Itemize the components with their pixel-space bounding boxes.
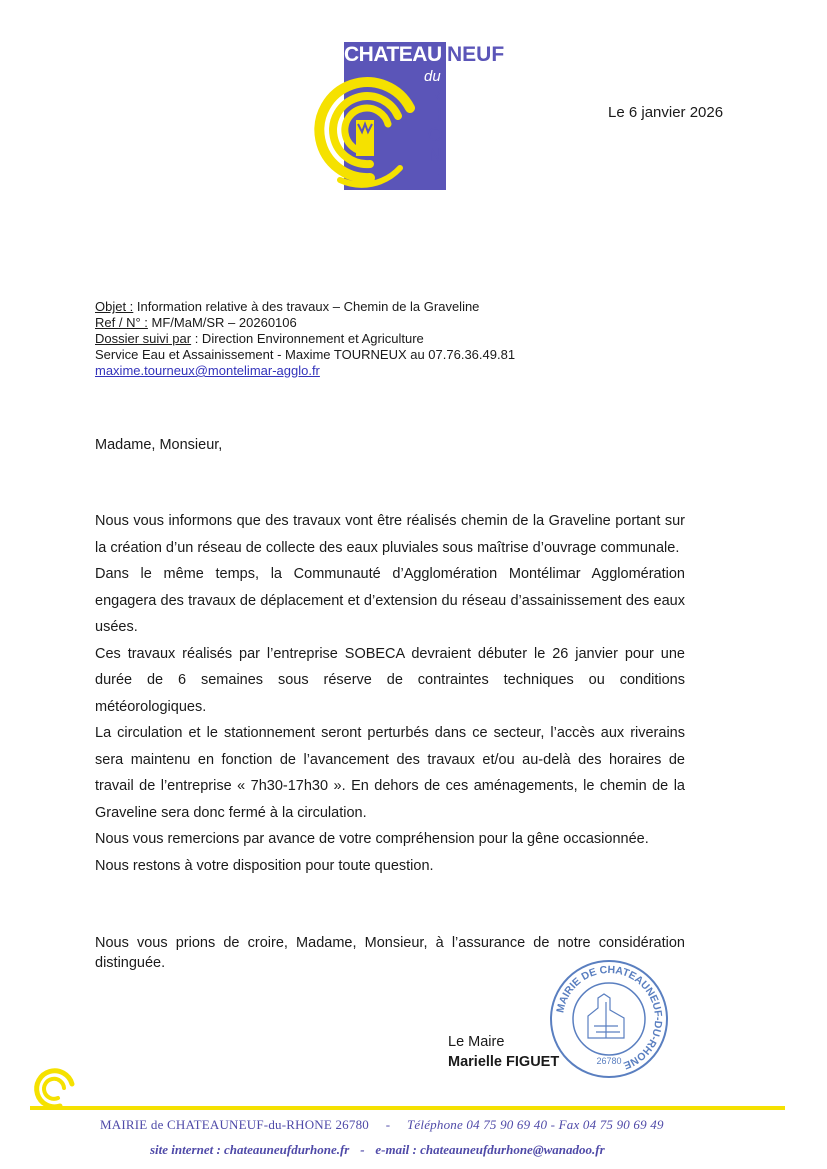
objet-label: Objet : <box>95 299 134 314</box>
signature-name: Marielle FIGUET <box>448 1054 560 1070</box>
paragraph: Nous vous informons que des travaux vont être réalisés chemin de la Graveline portant sur la création d’un réseau de collecte des eaux pluviales sous maîtrise d’ouvrage communale. <box>95 513 685 556</box>
paragraph: Nous vous remercions par avance de votre compréhension pour la gêne occasionnée. <box>95 831 649 847</box>
salutation: Madame, Monsieur, <box>95 437 223 453</box>
ref-text: MF/MaM/SR – 20260106 <box>147 315 297 330</box>
footer-divider <box>30 1106 785 1110</box>
logo-letter-h: H <box>428 105 442 126</box>
stamp-postcode: 26780 <box>596 1056 622 1066</box>
footer-address-line <box>100 1117 664 1133</box>
paragraph: La circulation et le stationnement seront perturbés dans ce secteur, l’accès aux riverains sera maintenu en fonction de l’avancement des travaux et/ou au-delà des horaires de travail de l’entreprise « 7h30-17h30 ». En dehors de ces aménagements, le chemin de la Graveline sera donc fermé à la circulation. <box>95 725 685 821</box>
objet-line <box>95 299 515 315</box>
paragraph: Nous restons à votre disposition pour toute question. <box>95 857 434 874</box>
footer-mairie: MAIRIE de CHATEAUNEUF-du-RHONE 26780 <box>100 1117 369 1132</box>
letter-date: Le 6 janvier 2026 <box>608 104 724 121</box>
ref-line <box>95 315 515 331</box>
letter-body <box>95 508 685 879</box>
logo-letter-o: O <box>428 125 443 146</box>
closing-formula: Nous vous prions de croire, Madame, Monsieur, à l’assurance de notre considération distinguée. <box>95 935 685 971</box>
footer-email[interactable]: e-mail : chateauneufdurhone@wanadoo.fr <box>375 1142 605 1157</box>
signature-role: Le Maire <box>448 1034 505 1050</box>
contact-email-link[interactable]: maxime.tourneux@montelimar-agglo.fr <box>95 363 320 378</box>
logo-letter-n: N <box>428 145 442 166</box>
service-line: Service Eau et Assainissement - Maxime TOURNEUX au 07.76.36.49.81 <box>95 347 516 362</box>
footer-web-line <box>150 1142 605 1158</box>
footer-separator: - <box>385 1117 391 1132</box>
footer-separator: - <box>360 1142 365 1157</box>
footer-site[interactable]: site internet : chateauneufdurhone.fr <box>150 1142 350 1157</box>
logo-letter-r: R <box>428 85 442 106</box>
paragraph: Ces travaux réalisés par l’entreprise SOBECA devraient débuter le 26 janvier pour une durée de 6 semaines sous réserve de contraintes techniques ou conditions météorologiques. <box>95 645 685 715</box>
municipal-logo <box>300 40 520 190</box>
logo-sun-swirl <box>300 68 430 193</box>
reference-block <box>95 299 515 379</box>
dossier-line <box>95 331 515 347</box>
paragraph: Dans le même temps, la Communauté d’Agglomération Montélimar Agglomération engagera des travaux de déplacement et d’extension du réseau d’assainissement des eaux usées. <box>95 566 685 635</box>
footer-phone-fax: Téléphone 04 75 90 69 40 - Fax 04 75 90 69 49 <box>406 1117 664 1132</box>
dossier-label: Dossier suivi par <box>95 331 192 346</box>
logo-du-text: du <box>424 68 441 85</box>
logo-chateau-text: CHATEAU <box>344 43 442 66</box>
official-stamp <box>548 958 670 1080</box>
dossier-text: : Direction Environnement et Agriculture <box>191 331 424 346</box>
ref-label: Ref / N° : <box>95 315 148 330</box>
logo-neuf-text: NEUF <box>447 43 505 66</box>
logo-letter-e: E <box>428 165 441 186</box>
objet-text: Information relative à des travaux – Chemin de la Graveline <box>133 299 480 314</box>
stamp-text: MAIRIE DE CHATEAUNEUF-DU-RHONE <box>554 963 665 1072</box>
